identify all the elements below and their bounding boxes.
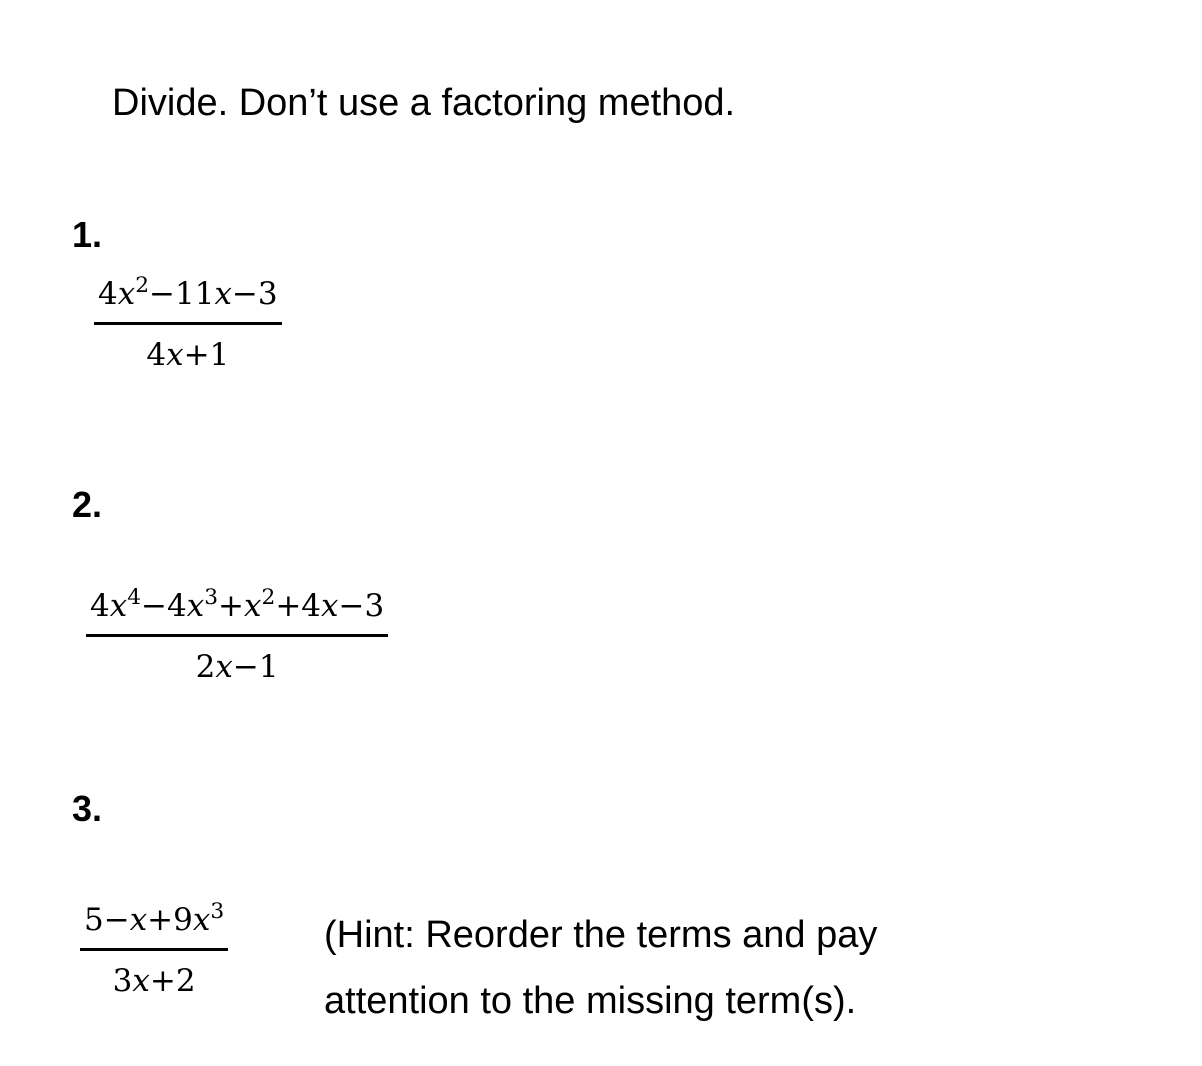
problem-2-number: 2. — [72, 484, 103, 525]
problem-2-fraction — [86, 585, 388, 685]
problem-2-denominator: 2𝑥−1 — [195, 649, 279, 685]
instruction-text: Divide. Don’t use a factoring method. — [112, 82, 736, 124]
problem-3-numerator: 5−𝑥+9𝑥$^3$ — [84, 899, 225, 938]
problem-1-number: 1. — [72, 214, 103, 255]
problem-3-number: 3. — [72, 788, 103, 829]
problem-2-numerator: 4𝑥$^4$−4𝑥$^3$+𝑥$^2$+4𝑥−3 — [90, 585, 385, 624]
hint-line-2: attention to the missing term(s). — [324, 980, 857, 1022]
problem-3-denominator: 3𝑥+2 — [112, 963, 196, 999]
problem-1-denominator: 4𝑥+1 — [146, 337, 230, 373]
problem-3-hint — [324, 902, 877, 1034]
problem-1-fraction — [94, 273, 282, 373]
problem-1-numerator: 4𝑥$^2$−11𝑥−3 — [98, 273, 278, 312]
problem-3-fraction — [80, 899, 228, 999]
hint-line-1: (Hint: Reorder the terms and pay — [324, 914, 878, 956]
